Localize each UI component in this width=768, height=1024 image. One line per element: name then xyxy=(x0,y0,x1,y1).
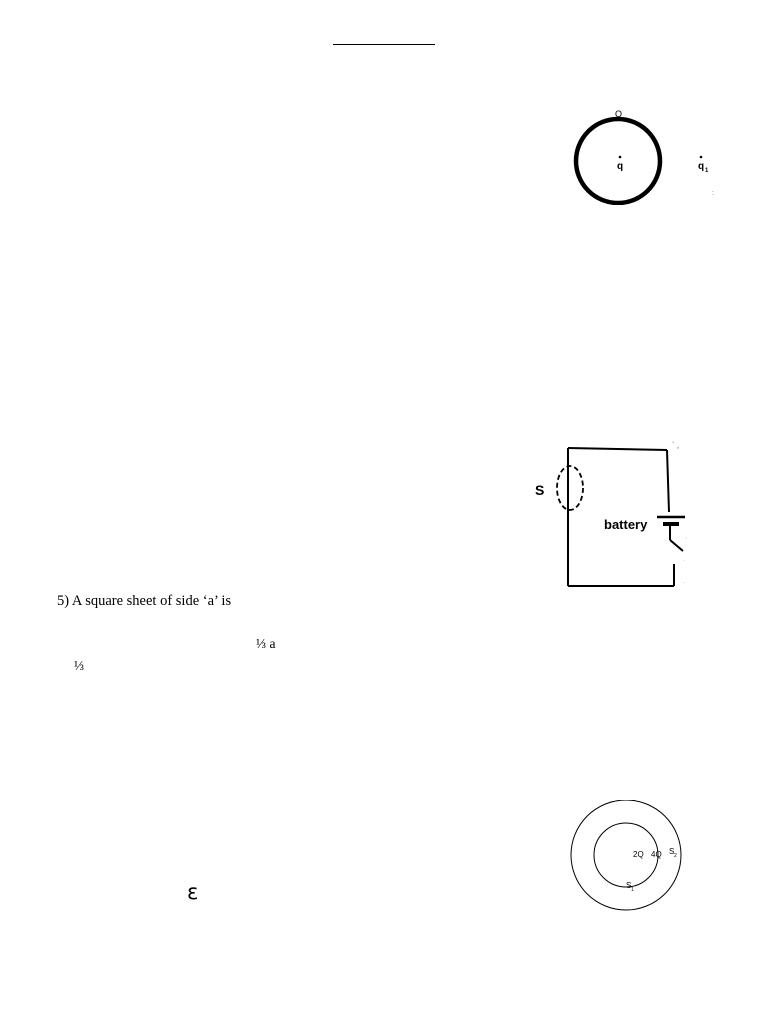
outer-shell-s2 xyxy=(571,800,681,910)
figure-circuit xyxy=(525,440,700,590)
svg-text:·: · xyxy=(685,535,688,542)
s2-label: S xyxy=(669,847,675,856)
inner-charge-2q: 2Q xyxy=(633,850,644,859)
surface-label: S xyxy=(535,482,545,498)
s2-subscript: 2 xyxy=(674,853,677,859)
svg-text:·: · xyxy=(683,580,685,586)
epsilon-symbol: ε xyxy=(187,880,199,904)
shell-label: Q xyxy=(615,109,623,119)
scan-speck: : xyxy=(712,190,714,197)
inner-charge-dot xyxy=(619,156,622,159)
outer-charge-label: q xyxy=(698,161,705,172)
figure-concentric-shells xyxy=(565,800,690,912)
fraction-third: ⅓ xyxy=(74,658,85,673)
battery-label: battery xyxy=(604,517,648,532)
svg-text:` ,: ` , xyxy=(672,441,680,450)
fraction-third-a: ⅓ a xyxy=(256,636,276,651)
s1-subscript: 1 xyxy=(631,887,634,893)
question-5-text: 5) A square sheet of side ‘a’ is xyxy=(57,593,232,609)
svg-text:·: · xyxy=(683,558,685,564)
figure-charged-shell xyxy=(560,100,725,205)
header-underline xyxy=(333,44,435,45)
outer-charge-subscript: 1 xyxy=(705,168,709,174)
inner-charge-label: q xyxy=(617,161,624,172)
s1-label: S xyxy=(626,881,632,890)
switch-blade xyxy=(670,540,683,551)
outer-charge-4q: 4Q xyxy=(651,850,662,859)
inner-shell-s1 xyxy=(594,823,658,887)
outer-charge-dot xyxy=(700,156,703,159)
dashed-surface xyxy=(557,466,583,510)
